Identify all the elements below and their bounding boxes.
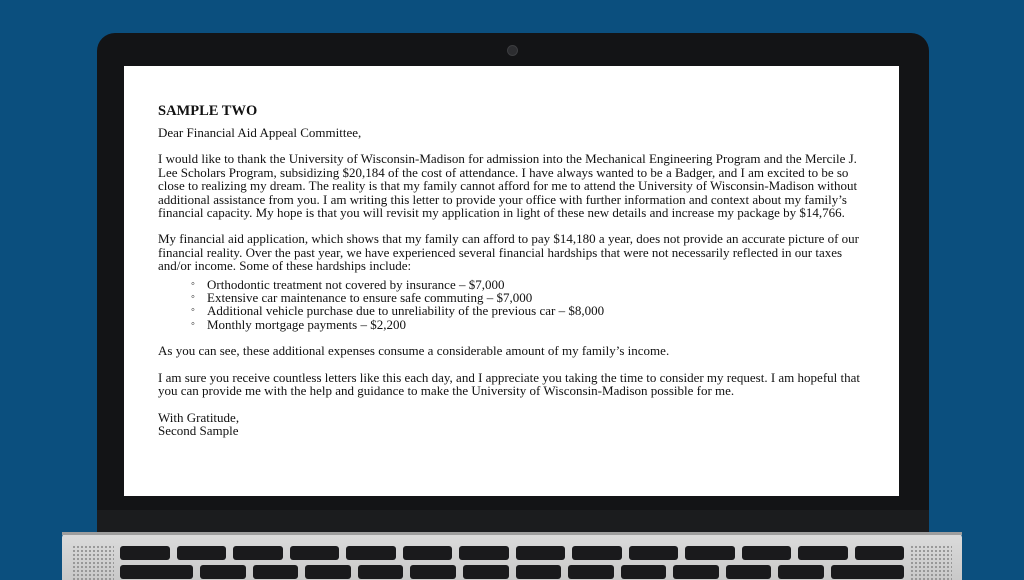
keyboard-key — [200, 565, 246, 579]
keyboard-key — [621, 565, 667, 579]
keyboard-key — [290, 546, 340, 560]
speaker-grille-right — [910, 545, 952, 580]
letter-paragraph-request: I am sure you receive countless letters like this each day, and I appreciate you taking the time to consider my request. I am hopeful that you can provide me with the help and guidance to make the University of Wisconsin-Madison possible for me. — [158, 369, 860, 399]
keyboard-key — [685, 546, 735, 560]
keyboard-row — [120, 546, 904, 560]
keyboard-key — [516, 565, 562, 579]
keyboard-key — [742, 546, 792, 560]
hardship-item — [191, 304, 878, 317]
keyboard — [120, 546, 904, 580]
keyboard-key — [120, 546, 170, 560]
laptop-screen — [124, 66, 899, 496]
hardship-list — [158, 278, 878, 332]
keyboard-key — [568, 565, 614, 579]
keyboard-key — [403, 546, 453, 560]
keyboard-key — [177, 546, 227, 560]
keyboard-key — [798, 546, 848, 560]
bullet-icon: ◦ — [191, 277, 195, 290]
letter-salutation: Dear Financial Aid Appeal Committee, — [158, 125, 362, 140]
laptop-hinge — [62, 532, 962, 535]
hardship-text: Additional vehicle purchase due to unreliability of the previous car – $8,000 — [207, 303, 605, 319]
hardship-item — [191, 291, 878, 304]
bullet-icon: ◦ — [191, 291, 195, 304]
keyboard-key — [346, 546, 396, 560]
bullet-icon: ◦ — [191, 304, 195, 317]
keyboard-key — [778, 565, 824, 579]
keyboard-key — [233, 546, 283, 560]
hardship-item — [191, 318, 878, 331]
bullet-icon: ◦ — [191, 317, 195, 330]
keyboard-key — [726, 565, 772, 579]
appeal-letter — [158, 102, 878, 437]
letter-heading: SAMPLE TWO — [158, 103, 258, 119]
keyboard-key — [831, 565, 904, 579]
laptop-bezel-bottom — [97, 510, 929, 532]
keyboard-key — [516, 546, 566, 560]
letter-paragraph-intro: I would like to thank the University of Wisconsin-Madison for admission into the Mechanical Engineering Program and the Mercile J. Lee Scholars Program, subsidizing $20,184 of the cost of attendance. I have always wanted to be a Badger, and I am excited to be so close to realizing my dream. The reality is that my family cannot afford for me to attend the University of Wisconsin-Madison without additional assistance from you. I am writing this letter to provide your office with further information and context about my family’s financial capacity. My hope is that you will revisit my application in light of these new details and increase my package by $14,766. — [158, 151, 858, 221]
keyboard-key — [459, 546, 509, 560]
keyboard-key — [358, 565, 404, 579]
keyboard-key — [855, 546, 905, 560]
letter-closing: With Gratitude, — [158, 409, 240, 425]
hardship-item — [191, 278, 878, 291]
keyboard-key — [629, 546, 679, 560]
hardship-text: Orthodontic treatment not covered by insurance – $7,000 — [207, 276, 505, 292]
speaker-grille-left — [72, 545, 114, 580]
hardship-text: Monthly mortgage payments – $2,200 — [207, 316, 406, 332]
keyboard-key — [253, 565, 299, 579]
letter-paragraph-financial: My financial aid application, which shows that my family can afford to pay $14,180 a year, does not provide an accurate picture of our financial reality. Over the past year, we have experienced several financial hardships that were not necessarily reflected in our taxes and/or income. Some of these hardships include: — [158, 231, 860, 274]
keyboard-key — [673, 565, 719, 579]
keyboard-key — [572, 546, 622, 560]
letter-signature: Second Sample — [158, 422, 239, 438]
webcam-icon — [507, 45, 518, 56]
keyboard-row — [120, 565, 904, 579]
hardship-text: Extensive car maintenance to ensure safe commuting – $7,000 — [207, 290, 533, 306]
letter-paragraph-expenses: As you can see, these additional expenses consume a considerable amount of my family’s income. — [158, 343, 670, 359]
keyboard-key — [410, 565, 456, 579]
keyboard-key — [305, 565, 351, 579]
keyboard-key — [120, 565, 193, 579]
keyboard-key — [463, 565, 509, 579]
